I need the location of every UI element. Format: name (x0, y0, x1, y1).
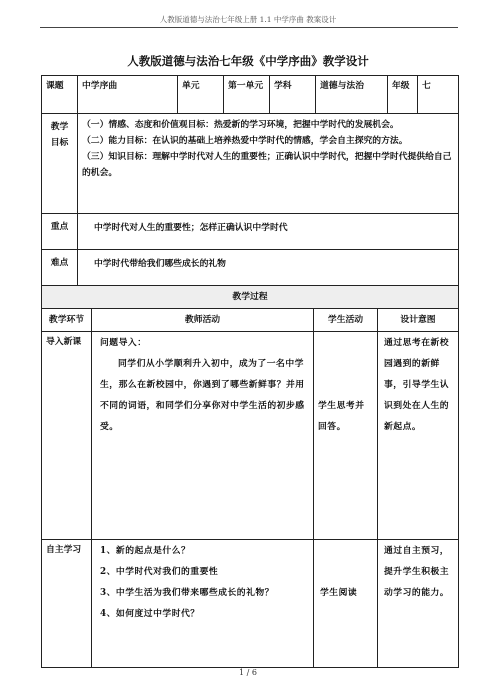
objectives-content (78, 114, 458, 214)
objective-ability: （二）能力目标：在认识的基础上培养热爱中学时代的情感，学会自主探究的方法。 (82, 136, 408, 146)
difficulty-text: 中学时代带给我们哪些成长的礼物 (78, 250, 458, 286)
row-study-stage: 自主学习 (42, 540, 92, 668)
study-item-3: 3、中学生活为我们带来哪些成长的礼物？ (100, 588, 274, 598)
row-study-student: 学生阅读 (314, 540, 378, 668)
objective-emotion: （一）情感、态度和价值观目标：热爱新的学习环境，把握中学时代的发展机会。 (82, 120, 399, 130)
objectives-label: 教学目标 (42, 114, 78, 214)
row-intro-teacher (92, 332, 314, 540)
header-student: 学生活动 (314, 309, 378, 332)
page-header: 人教版道德与法治七年级上册 1.1 中学序曲 教案设计 (159, 15, 337, 24)
subject-value: 道德与法治 (316, 76, 388, 114)
header-stage: 教学环节 (42, 309, 92, 332)
grade-value: 七 (418, 76, 458, 114)
topic-value: 中学序曲 (78, 76, 178, 114)
unit-label: 单元 (178, 76, 224, 114)
row-intro-intent: 通过思考在新校园遇到的新鲜事，引导学生认识到处在人生的新起点。 (378, 332, 458, 540)
subject-label: 学科 (270, 76, 316, 114)
study-item-4: 4、如何度过中学时代？ (100, 609, 200, 619)
page-number: 1 / 6 (239, 668, 257, 677)
difficulty-label: 难点 (42, 250, 78, 286)
header-rule (40, 27, 458, 28)
process-title: 教学过程 (42, 286, 458, 309)
row-intro-student: 学生思考并回答。 (314, 332, 378, 540)
lesson-plan-table (41, 75, 459, 668)
unit-value: 第一单元 (224, 76, 270, 114)
row-intro-teacher-title: 问题导入： (100, 338, 147, 348)
topic-label: 课题 (42, 76, 78, 114)
row-intro-teacher-body: 同学们从小学顺利升入初中，成为了一名中学生，那么在新校园中，你遇到了哪些新鲜事？并用不同的词语，和同学们分享你对中学生活的初步感受。 (100, 359, 305, 432)
study-item-2: 2、中学时代对我们的重要性 (100, 567, 219, 577)
document-title: 人教版道德与法治七年级《中学序曲》教学设计 (127, 54, 369, 68)
header-intent: 设计意图 (378, 309, 458, 332)
row-study-intent: 通过自主预习，提升学生积极主动学习的能力。 (384, 546, 450, 598)
row-study-teacher (92, 540, 314, 668)
study-item-1: 1、新的起点是什么？ (100, 546, 191, 556)
grade-label: 年级 (388, 76, 418, 114)
header-teacher: 教师活动 (92, 309, 314, 332)
key-point-text: 中学时代对人生的重要性；怎样正确认识中学时代 (78, 214, 458, 250)
row-intro-stage: 导入新课 (42, 332, 92, 540)
objective-knowledge: （三）知识目标：理解中学时代对人生的重要性；正确认识中学时代，把握中学时代提供给自己的机会。 (82, 152, 452, 178)
key-point-label: 重点 (42, 214, 78, 250)
